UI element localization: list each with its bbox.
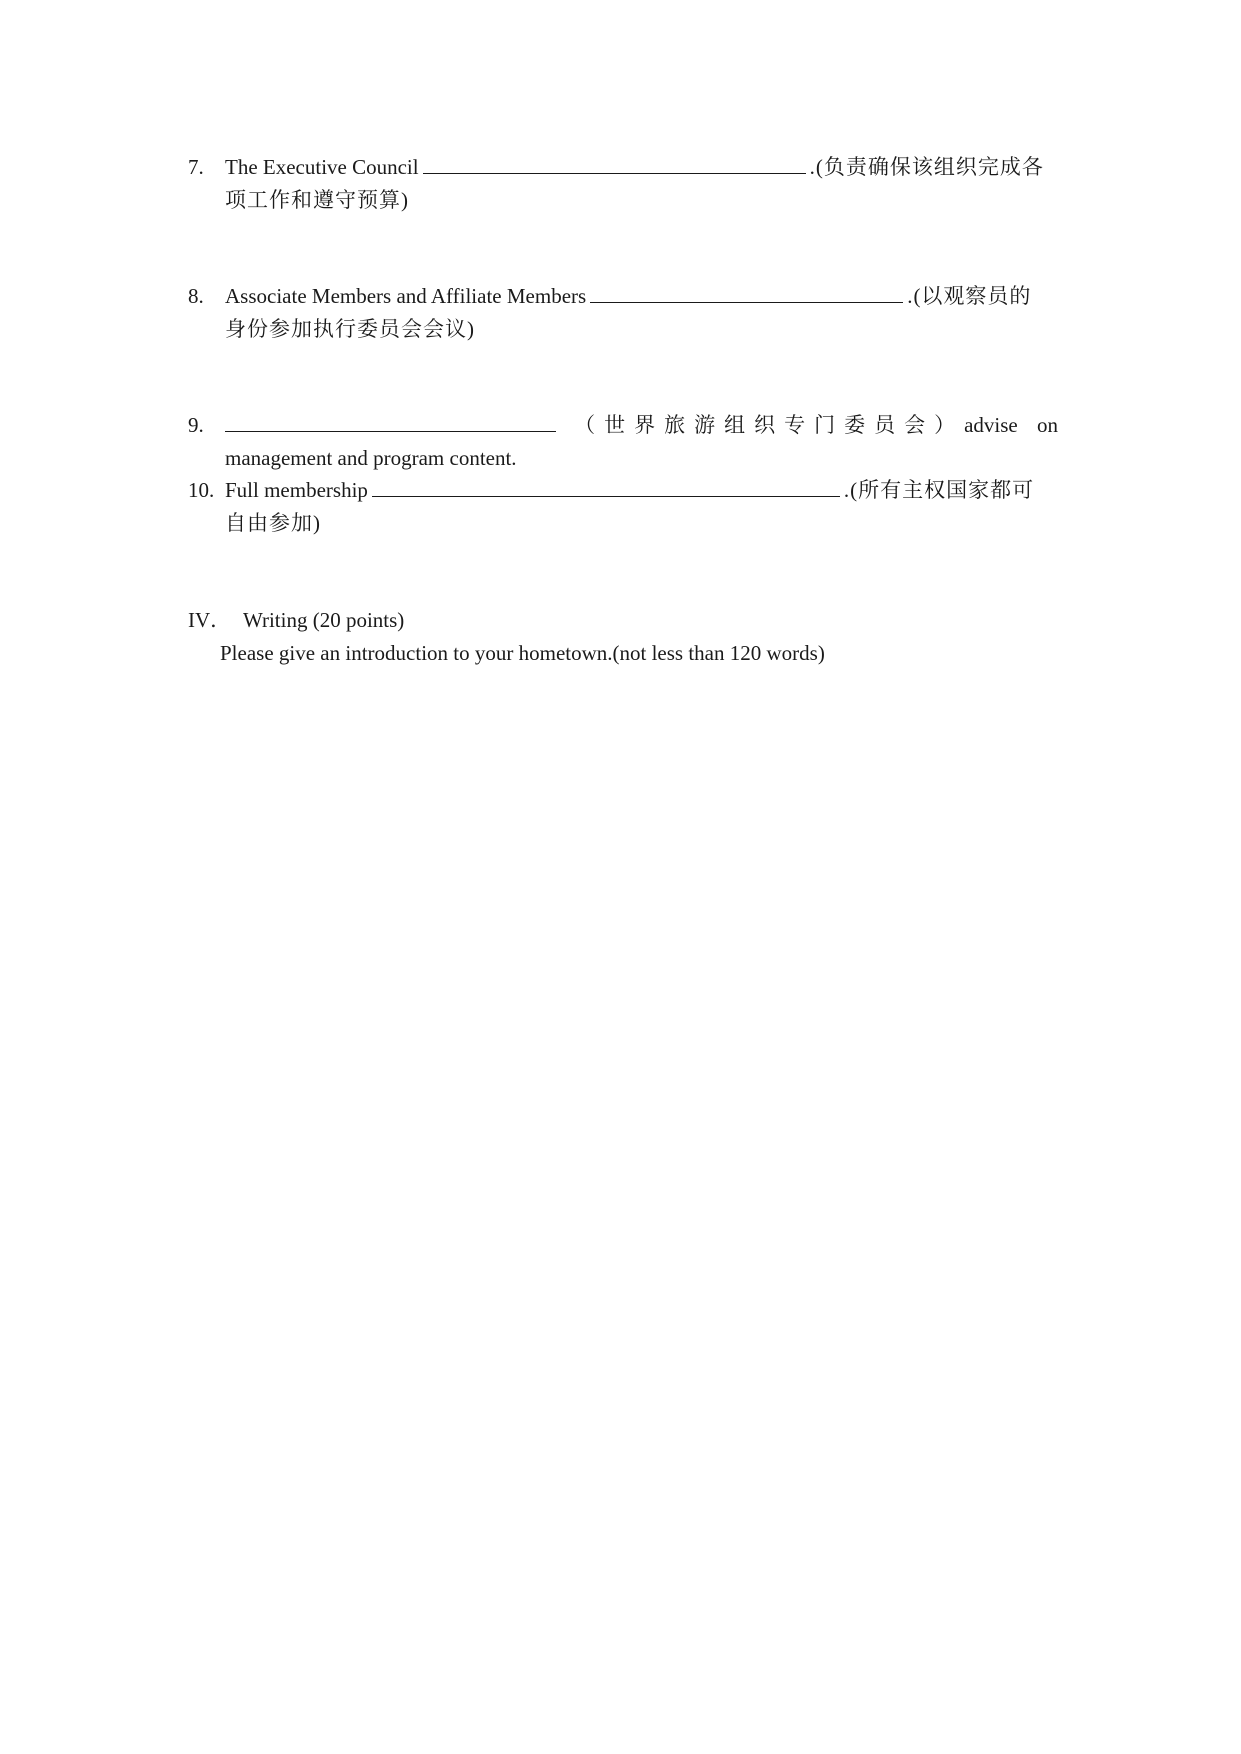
question-tail-text: advise on [964, 413, 1058, 437]
answer-blank[interactable] [372, 474, 840, 497]
question-lead-text: Associate Members and Affiliate Members [225, 284, 587, 308]
question-number: 10. [188, 478, 215, 502]
question-tail-text: .(所有主权国家都可 [843, 478, 1035, 502]
section-roman-numeral: IV． [188, 608, 232, 632]
question-continuation: 身份参加执行委员会会议) [225, 317, 475, 341]
answer-blank[interactable] [225, 409, 556, 432]
section-title: Writing (20 points) [243, 608, 405, 632]
question-10 [188, 474, 1058, 540]
question-tail-text: .(以观察员的 [907, 284, 1032, 308]
question-number: 9. [188, 413, 204, 437]
question-number: 7. [188, 155, 204, 179]
writing-section [188, 604, 825, 670]
question-continuation: 项工作和遵守预算) [225, 188, 409, 212]
section-prompt: Please give an introduction to your hometown.(not less than 120 words) [220, 641, 825, 665]
answer-blank[interactable] [423, 151, 806, 174]
question-continuation: management and program content. [225, 446, 517, 470]
section-heading [188, 604, 825, 637]
question-tail-text: .(负责确保该组织完成各 [809, 155, 1044, 179]
question-lead-text: The Executive Council [225, 155, 419, 179]
question-continuation: 自由参加) [225, 511, 321, 535]
question-number: 8. [188, 284, 204, 308]
question-7 [188, 151, 1058, 217]
question-cn-phrase: （世界旅游组织专门委员会） [574, 413, 965, 437]
question-9 [188, 409, 1058, 475]
question-8 [188, 280, 1058, 346]
answer-blank[interactable] [590, 280, 903, 303]
question-lead-text: Full membership [225, 478, 368, 502]
